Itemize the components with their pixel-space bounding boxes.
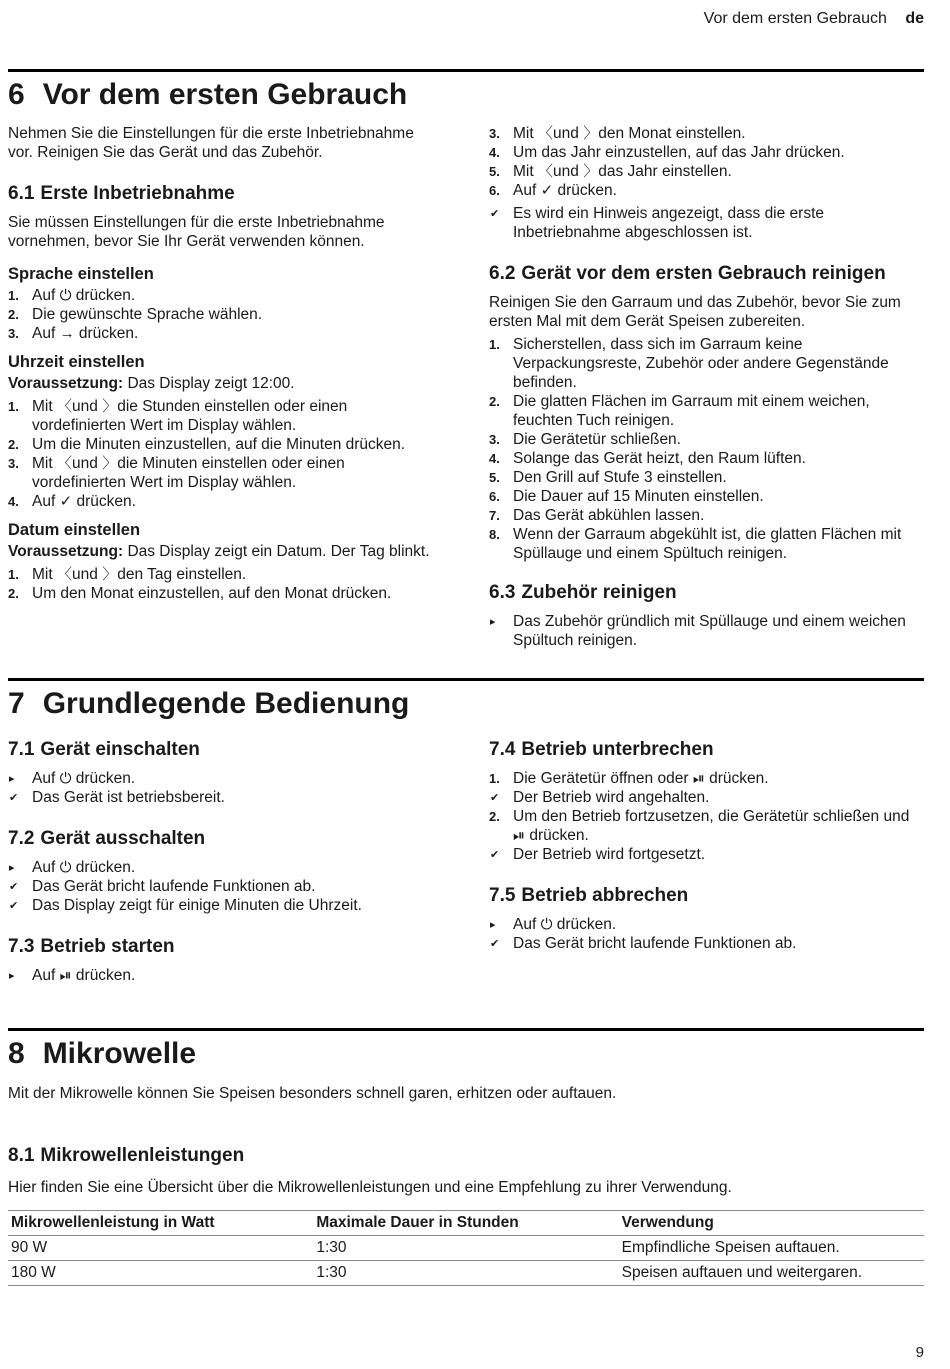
list-item: ✔ Das Display zeigt für einige Minuten die Uhrzeit. (9, 897, 362, 914)
table-cell: 1:30 (313, 1261, 618, 1286)
list-item: ✔ Es wird ein Hinweis angezeigt, dass die erste Inbetriebnahme abgeschlossen ist. (490, 205, 825, 241)
table-cell: 1:30 (313, 1236, 618, 1261)
section-6-2-title: 6.2 Gerät vor dem ersten Gebrauch reinigen (489, 263, 886, 284)
list-item: ✔ Der Betrieb wird angehalten. (490, 789, 710, 806)
list-item: 4. Solange das Gerät heizt, den Raum lüften. (489, 450, 806, 467)
list-item: 1. Sicherstellen, dass sich im Garraum keine Verpackungsreste, Zubehör oder andere Gegenstände befinden. (489, 336, 889, 391)
list-item: 1. Mit 〈und 〉die Stunden einstellen oder einen vordefinierten Wert im Display wählen. (8, 398, 348, 434)
checkmark-result-icon: ✔ (490, 208, 500, 220)
arrow-right-icon: → (59, 325, 75, 342)
microwave-power-table (8, 1210, 924, 1286)
list-item: 6. Auf ✓ drücken. (489, 182, 617, 199)
power-icon: ⏻ (59, 770, 72, 787)
table-row (8, 1236, 924, 1261)
date-result (489, 204, 921, 242)
chevron-right-icon: 〉 (583, 163, 599, 180)
table-cell: 180 W (8, 1261, 313, 1286)
time-heading: Uhrzeit einstellen (8, 353, 145, 371)
accessory-cleaning-step (489, 612, 921, 650)
list-item: 7. Das Gerät abkühlen lassen. (489, 507, 705, 524)
date-heading: Datum einstellen (8, 521, 141, 539)
chapter-rule (8, 69, 924, 72)
triangle-bullet-icon: ▸ (9, 970, 15, 982)
section-8-1-title: 8.1 Mikrowellenleistungen (8, 1145, 245, 1166)
table-cell: Empfindliche Speisen auftauen. (619, 1236, 924, 1261)
list-item: 2. Die gewünschte Sprache wählen. (8, 306, 263, 323)
section-6-1-title: 6.1 Erste Inbetriebnahme (8, 183, 235, 204)
play-pause-icon: ⏯ (692, 770, 705, 787)
chapter-6-title: 6 Vor dem ersten Gebrauch (8, 78, 408, 111)
cleaning-steps (489, 335, 921, 563)
list-item: 2. Um den Monat einzustellen, auf den Monat drücken. (8, 585, 392, 602)
section-6-3-title: 6.3 Zubehör reinigen (489, 582, 677, 603)
section-7-5-title: 7.5 Betrieb abbrechen (489, 885, 689, 906)
power-icon: ⏻ (59, 859, 72, 876)
chapter-rule (8, 678, 924, 681)
play-pause-icon: ⏯ (513, 827, 526, 844)
list-item: 3. Auf → drücken. (8, 325, 139, 342)
list-item: 2. Um die Minuten einzustellen, auf die Minuten drücken. (8, 436, 406, 453)
triangle-bullet-icon: ▸ (490, 919, 496, 931)
checkmark-result-icon: ✔ (490, 792, 500, 804)
list-item: 2. Um den Betrieb fortzusetzen, die Gerätetür schließen und ⏯ drücken. (489, 808, 910, 844)
list-item: ▸ Auf ⏻ drücken. (490, 916, 617, 933)
list-item: 4. Um das Jahr einzustellen, auf das Jahr drücken. (489, 144, 845, 161)
chevron-right-icon: 〉 (102, 566, 118, 583)
chevron-left-icon: 〈 (56, 566, 72, 583)
list-item: ▸ Auf ⏻ drücken. (9, 770, 136, 787)
list-item: 1. Auf ⏻ drücken. (8, 287, 136, 304)
page-number: 9 (915, 1344, 924, 1361)
section-7-1-list (8, 769, 440, 807)
chevron-right-icon: 〉 (102, 455, 118, 472)
triangle-bullet-icon: ▸ (9, 773, 15, 785)
chapter-8-intro: Mit der Mikrowelle können Sie Speisen besonders schnell garen, erhitzen oder auftauen. (8, 1085, 617, 1102)
table-header: Mikrowellenleistung in Watt (8, 1211, 313, 1236)
list-item: 5. Mit 〈und 〉das Jahr einstellen. (489, 163, 732, 180)
triangle-bullet-icon: ▸ (490, 616, 496, 628)
list-item: ✔ Das Gerät bricht laufende Funktionen ab. (490, 935, 797, 952)
list-item: 3. Mit 〈und 〉die Minuten einstellen oder einen vordefinierten Wert im Display wählen. (8, 455, 345, 491)
chapter-7-right-column (489, 730, 921, 957)
play-pause-icon: ⏯ (59, 967, 72, 984)
checkmark-result-icon: ✔ (490, 849, 500, 861)
table-header-row (8, 1211, 924, 1236)
chapter-6-right-column (489, 124, 921, 654)
list-item: 2. Die glatten Flächen im Garraum mit einem weichen, feuchten Tuch reinigen. (489, 393, 870, 429)
running-header (704, 10, 924, 28)
section-7-4-title: 7.4 Betrieb unterbrechen (489, 739, 714, 760)
list-item: ▸ Das Zubehör gründlich mit Spüllauge und einem weichen Spültuch reinigen. (490, 613, 906, 649)
list-item: ▸ Auf ⏻ drücken. (9, 859, 136, 876)
list-item: 4. Auf ✓ drücken. (8, 493, 136, 510)
list-item: ✔ Das Gerät ist betriebsbereit. (9, 789, 225, 806)
power-icon: ⏻ (540, 916, 553, 933)
chapter-7-title: 7 Grundlegende Bedienung (8, 687, 410, 720)
section-7-2-list (8, 858, 440, 915)
checkmark-result-icon: ✔ (9, 881, 19, 893)
chevron-left-icon: 〈 (537, 163, 553, 180)
table-row (8, 1261, 924, 1286)
list-item: 8. Wenn der Garraum abgekühlt ist, die glatten Flächen mit Spüllauge und einem Spültuch reinigen. (489, 526, 902, 562)
date-steps-part-1 (8, 565, 440, 603)
section-6-1-intro: Sie müssen Einstellungen für die erste Inbetriebnahme vornehmen, bevor Sie Ihr Gerät verwenden können. (8, 214, 385, 250)
list-item: ✔ Der Betrieb wird fortgesetzt. (490, 846, 706, 863)
list-item: 1. Mit 〈und 〉den Tag einstellen. (8, 566, 247, 583)
list-item: 1. Die Gerätetür öffnen oder ⏯ drücken. (489, 770, 769, 787)
chapter-8-title: 8 Mikrowelle (8, 1037, 197, 1070)
language-steps (8, 286, 440, 343)
triangle-bullet-icon: ▸ (9, 862, 15, 874)
section-7-3-list (8, 966, 440, 985)
chapter-7-left-column (8, 730, 440, 989)
table-cell: Speisen auftauen und weitergaren. (619, 1261, 924, 1286)
time-prerequisite: Voraussetzung: Das Display zeigt 12:00. (8, 375, 295, 392)
list-item: 3. Die Gerätetür schließen. (489, 431, 681, 448)
language-heading: Sprache einstellen (8, 265, 154, 283)
list-item: ▸ Auf ⏯ drücken. (9, 967, 136, 984)
section-6-2-intro: Reinigen Sie den Garraum und das Zubehör, bevor Sie zum ersten Mal mit dem Gerät Speisen zubereiten. (489, 294, 901, 330)
chevron-right-icon: 〉 (583, 125, 599, 142)
check-icon: ✓ (540, 182, 554, 199)
check-icon: ✓ (59, 493, 73, 510)
checkmark-result-icon: ✔ (9, 792, 19, 804)
chapter-6-intro: Nehmen Sie die Einstellungen für die erste Inbetriebnahme vor. Reinigen Sie das Gerät und das Zubehör. (8, 125, 414, 161)
header-language: de (905, 10, 924, 27)
list-item: ✔ Das Gerät bricht laufende Funktionen ab. (9, 878, 316, 895)
table-cell: 90 W (8, 1236, 313, 1261)
chevron-left-icon: 〈 (537, 125, 553, 142)
section-7-1-title: 7.1 Gerät einschalten (8, 739, 200, 760)
chevron-right-icon: 〉 (102, 398, 118, 415)
table-header: Maximale Dauer in Stunden (313, 1211, 618, 1236)
header-section: Vor dem ersten Gebrauch (703, 10, 887, 27)
time-steps (8, 397, 440, 511)
section-7-4-list (489, 769, 921, 864)
section-7-5-list (489, 915, 921, 953)
section-7-3-title: 7.3 Betrieb starten (8, 936, 175, 957)
chevron-left-icon: 〈 (56, 398, 72, 415)
section-8-1-intro: Hier finden Sie eine Übersicht über die Mikrowellenleistungen und eine Empfehlung zu ihrer Verwendung. (8, 1179, 732, 1196)
list-item: 6. Die Dauer auf 15 Minuten einstellen. (489, 488, 764, 505)
list-item: 3. Mit 〈und 〉den Monat einstellen. (489, 125, 746, 142)
checkmark-result-icon: ✔ (490, 938, 500, 950)
power-icon: ⏻ (59, 287, 72, 304)
section-7-2-title: 7.2 Gerät ausschalten (8, 828, 206, 849)
checkmark-result-icon: ✔ (9, 900, 19, 912)
chapter-6-left-column (8, 124, 440, 607)
table-header: Verwendung (619, 1211, 924, 1236)
list-item: 5. Den Grill auf Stufe 3 einstellen. (489, 469, 727, 486)
chapter-rule (8, 1028, 924, 1031)
date-prerequisite: Voraussetzung: Das Display zeigt ein Datum. Der Tag blinkt. (8, 543, 430, 560)
chevron-left-icon: 〈 (56, 455, 72, 472)
date-steps-part-2 (489, 124, 921, 200)
